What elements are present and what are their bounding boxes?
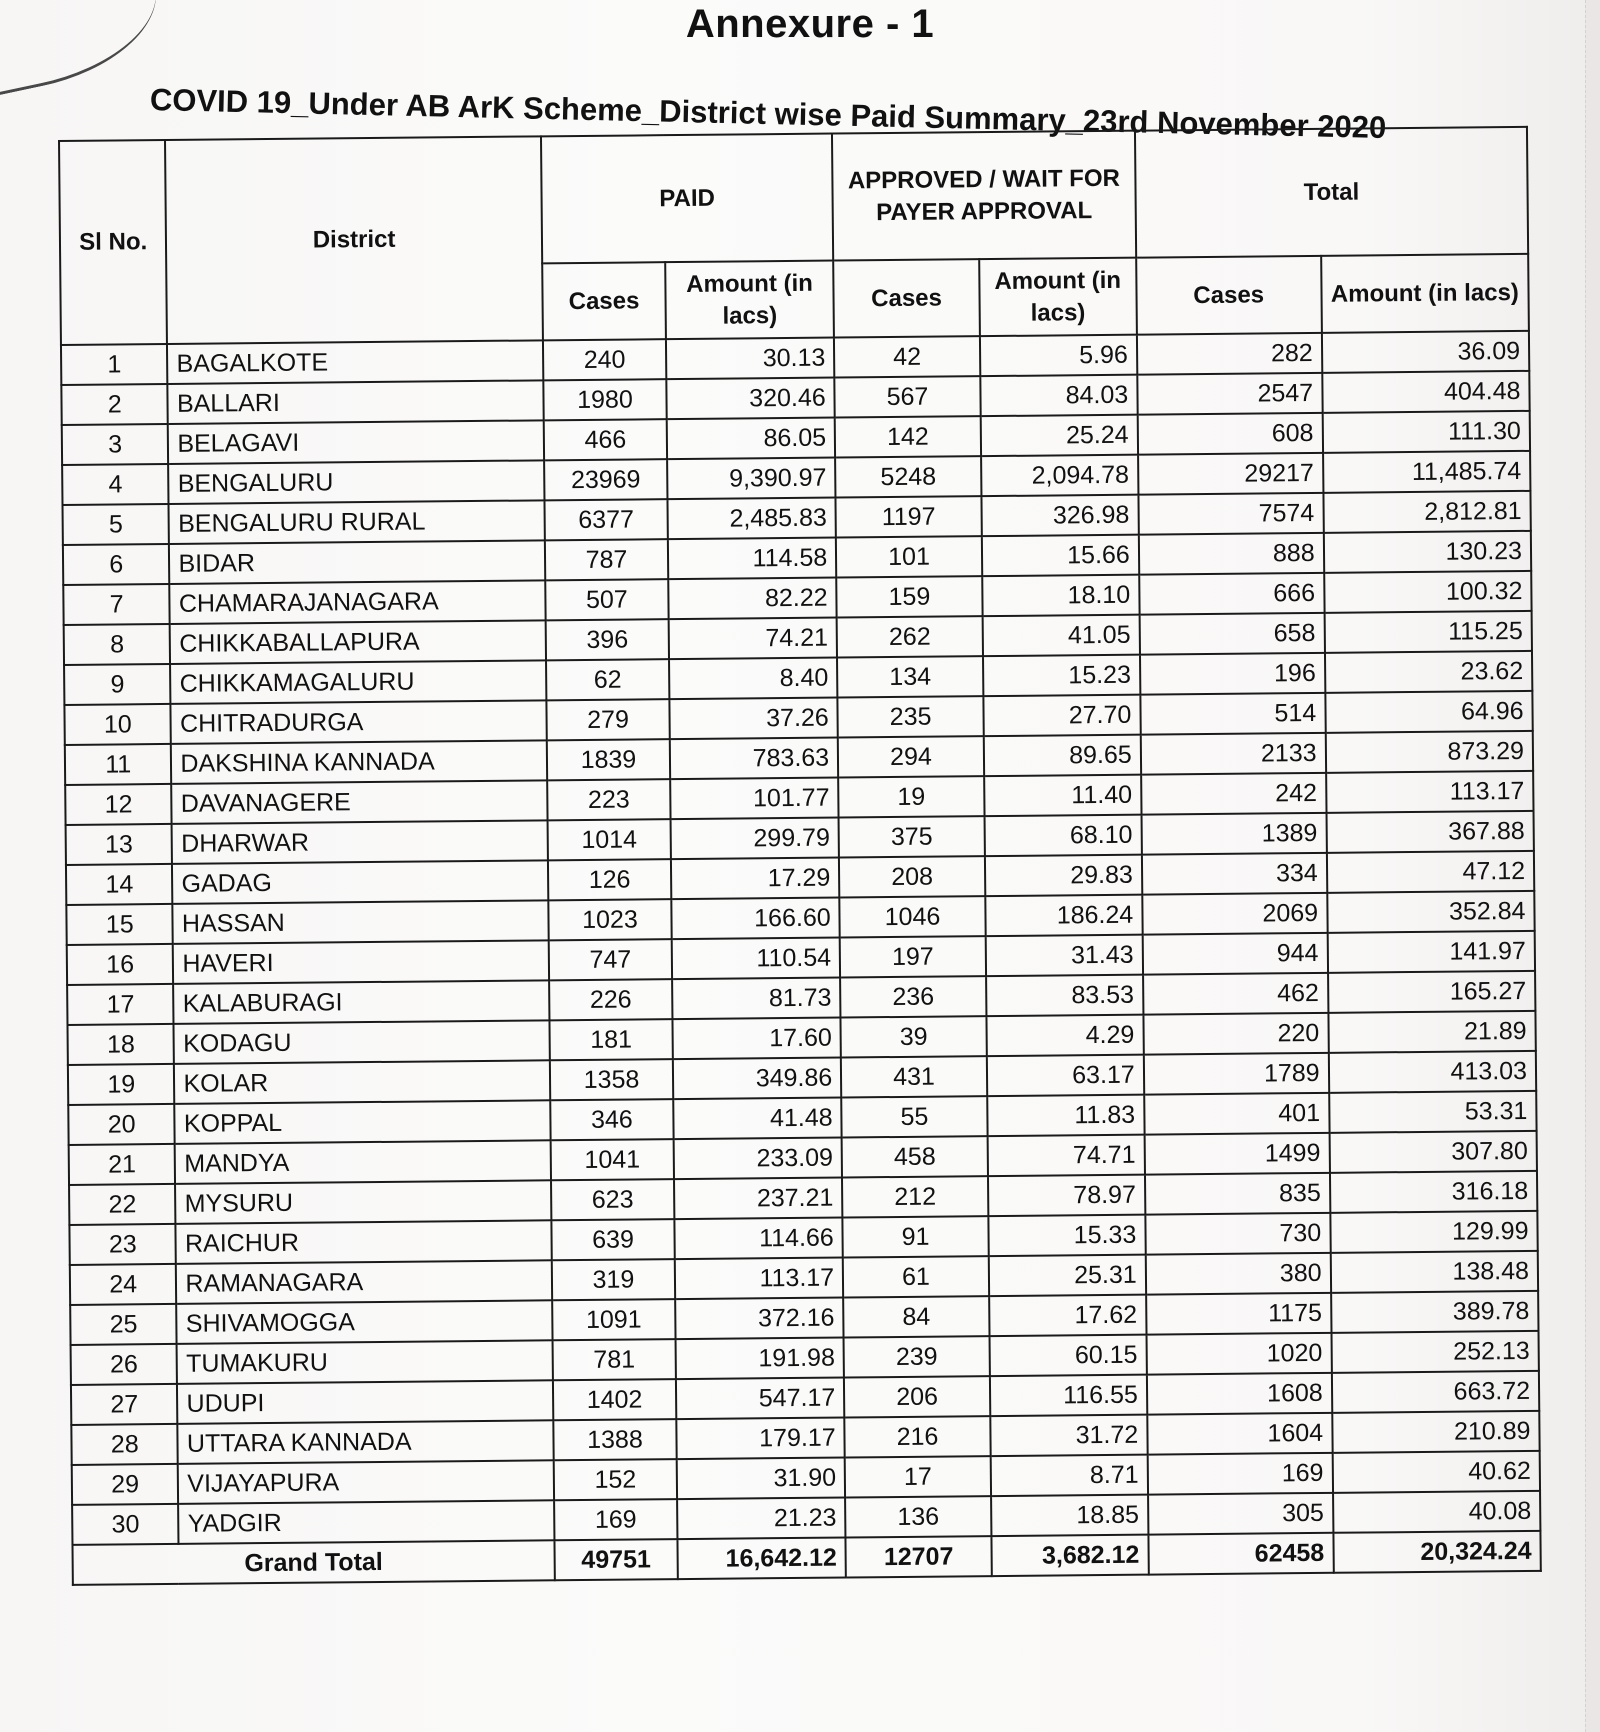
paid-cases-cell: 1839 <box>547 739 671 780</box>
approved-amount-cell: 31.43 <box>986 935 1143 977</box>
paid-amount-cell: 349.86 <box>673 1058 841 1100</box>
paid-cases-cell: 1388 <box>553 1419 677 1460</box>
district-cell: SHIVAMOGGA <box>177 1300 553 1344</box>
total-cases-cell: 242 <box>1141 773 1326 815</box>
district-cell: KALABURAGI <box>174 980 550 1024</box>
total-cases-cell: 1499 <box>1144 1133 1329 1175</box>
paid-cases-cell: 623 <box>551 1179 675 1220</box>
total-amount-cell: 165.27 <box>1328 971 1536 1013</box>
total-cases-cell: 658 <box>1139 613 1324 655</box>
grand-total-approved-amount: 3,682.12 <box>991 1535 1148 1577</box>
approved-amount-cell: 15.33 <box>988 1215 1145 1257</box>
total-cases-cell: 1020 <box>1146 1333 1331 1375</box>
total-cases-cell: 1389 <box>1141 813 1326 855</box>
district-cell: YADGIR <box>179 1500 555 1544</box>
paid-amount-cell: 783.63 <box>670 738 838 780</box>
total-cases-cell: 1789 <box>1144 1053 1329 1095</box>
total-amount-cell: 100.32 <box>1324 571 1532 613</box>
sl-no-cell: 5 <box>63 504 170 545</box>
total-amount-cell: 367.88 <box>1326 811 1534 853</box>
approved-cases-cell: 216 <box>844 1416 990 1457</box>
paid-cases-cell: 396 <box>545 619 669 660</box>
total-amount-cell: 47.12 <box>1327 851 1535 893</box>
district-cell: UTTARA KANNADA <box>178 1420 554 1464</box>
total-amount-cell: 316.18 <box>1330 1171 1538 1213</box>
annexure-title: Annexure - 1 <box>685 2 935 46</box>
approved-amount-cell: 68.10 <box>984 815 1141 857</box>
total-cases-cell: 282 <box>1137 333 1322 375</box>
total-amount-cell: 2,812.81 <box>1323 491 1531 533</box>
approved-cases-cell: 19 <box>838 776 984 817</box>
approved-cases-cell: 142 <box>835 416 981 457</box>
paid-amount-cell: 17.60 <box>673 1018 841 1060</box>
total-cases-cell: 730 <box>1145 1213 1330 1255</box>
paid-amount-cell: 299.79 <box>671 818 839 860</box>
district-cell: TUMAKURU <box>177 1340 553 1384</box>
paid-amount-cell: 37.26 <box>669 698 837 740</box>
document-title: COVID 19_Under AB ArK Scheme_District wise Paid Summary_23rd November 2020 <box>149 82 1387 146</box>
sl-no-cell: 26 <box>71 1344 178 1385</box>
sl-no-cell: 10 <box>64 704 171 745</box>
paid-amount-cell: 9,390.97 <box>667 458 835 500</box>
district-cell: BENGALURU RURAL <box>169 500 545 544</box>
district-cell: HASSAN <box>173 900 549 944</box>
sl-no-cell: 7 <box>63 584 170 625</box>
sl-no-cell: 11 <box>65 744 172 785</box>
paid-cases-cell: 240 <box>543 339 667 380</box>
total-amount-cell: 130.23 <box>1323 531 1531 573</box>
district-cell: CHITRADURGA <box>171 700 547 744</box>
district-cell: DAVANAGERE <box>172 780 548 824</box>
sl-no-cell: 9 <box>64 664 171 705</box>
paid-amount-cell: 372.16 <box>675 1298 843 1340</box>
approved-amount-cell: 17.62 <box>989 1295 1146 1337</box>
grand-total-total-cases: 62458 <box>1148 1533 1333 1575</box>
total-amount-cell: 111.30 <box>1322 411 1530 453</box>
total-amount-cell: 352.84 <box>1327 891 1535 933</box>
sl-no-cell: 23 <box>69 1224 176 1265</box>
sl-no-cell: 17 <box>67 984 174 1025</box>
approved-cases-cell: 136 <box>845 1496 991 1537</box>
total-cases-cell: 1175 <box>1146 1293 1331 1335</box>
total-cases-cell: 220 <box>1143 1013 1328 1055</box>
approved-amount-cell: 326.98 <box>981 495 1138 537</box>
district-summary-table <box>58 126 1542 1586</box>
total-cases-cell: 2133 <box>1140 733 1325 775</box>
grand-total-paid-amount: 16,642.12 <box>678 1538 846 1580</box>
district-cell: HAVERI <box>173 940 549 984</box>
sl-no-cell: 14 <box>66 864 173 905</box>
approved-amount-cell: 15.66 <box>982 535 1139 577</box>
approved-amount-cell: 18.10 <box>982 575 1139 617</box>
paid-amount-cell: 114.66 <box>674 1218 842 1260</box>
sl-no-cell: 12 <box>65 784 172 825</box>
approved-cases-cell: 206 <box>844 1376 990 1417</box>
paid-amount-cell: 8.40 <box>669 658 837 700</box>
paid-cases-cell: 346 <box>550 1099 674 1140</box>
header-group-approved: APPROVED / WAIT FOR PAYER APPROVAL <box>832 131 1136 261</box>
total-cases-cell: 169 <box>1147 1453 1332 1495</box>
approved-amount-cell: 63.17 <box>987 1055 1144 1097</box>
approved-cases-cell: 212 <box>842 1176 988 1217</box>
paid-amount-cell: 547.17 <box>676 1378 844 1420</box>
total-amount-cell: 21.89 <box>1328 1011 1536 1053</box>
header-approved-cases: Cases <box>833 259 979 337</box>
total-cases-cell: 462 <box>1143 973 1328 1015</box>
approved-cases-cell: 42 <box>834 336 980 377</box>
total-amount-cell: 40.08 <box>1333 1491 1541 1533</box>
approved-amount-cell: 74.71 <box>987 1135 1144 1177</box>
approved-amount-cell: 11.40 <box>984 775 1141 817</box>
paid-cases-cell: 181 <box>549 1019 673 1060</box>
total-amount-cell: 113.17 <box>1326 771 1534 813</box>
total-cases-cell: 1608 <box>1147 1373 1332 1415</box>
approved-amount-cell: 89.65 <box>984 735 1141 777</box>
paid-amount-cell: 82.22 <box>668 578 836 620</box>
district-cell: BIDAR <box>169 540 545 584</box>
sl-no-cell: 3 <box>62 424 169 465</box>
approved-amount-cell: 116.55 <box>990 1375 1147 1417</box>
total-cases-cell: 888 <box>1139 533 1324 575</box>
district-summary-table-container <box>58 126 1542 1586</box>
paid-cases-cell: 1023 <box>548 899 672 940</box>
sl-no-cell: 21 <box>69 1144 176 1185</box>
paid-amount-cell: 41.48 <box>673 1098 841 1140</box>
approved-amount-cell: 27.70 <box>983 695 1140 737</box>
district-cell: CHIKKABALLAPURA <box>170 620 546 664</box>
grand-total-label: Grand Total <box>72 1540 554 1585</box>
total-cases-cell: 608 <box>1137 413 1322 455</box>
sl-no-cell: 15 <box>66 904 173 945</box>
approved-cases-cell: 84 <box>843 1296 989 1337</box>
approved-cases-cell: 1046 <box>839 896 985 937</box>
total-amount-cell: 11,485.74 <box>1323 451 1531 493</box>
grand-total-total-amount: 20,324.24 <box>1333 1531 1541 1573</box>
approved-cases-cell: 101 <box>836 536 982 577</box>
district-cell: BELAGAVI <box>168 420 544 464</box>
approved-amount-cell: 4.29 <box>986 1015 1143 1057</box>
paid-amount-cell: 74.21 <box>669 618 837 660</box>
header-group-total: Total <box>1135 127 1528 258</box>
approved-amount-cell: 31.72 <box>990 1415 1147 1457</box>
total-amount-cell: 389.78 <box>1331 1291 1539 1333</box>
paid-cases-cell: 1402 <box>553 1379 677 1420</box>
district-cell: UDUPI <box>177 1380 553 1424</box>
total-cases-cell: 1604 <box>1147 1413 1332 1455</box>
paid-amount-cell: 110.54 <box>672 938 840 980</box>
header-district: District <box>165 136 542 344</box>
sl-no-cell: 4 <box>62 464 169 505</box>
paid-amount-cell: 237.21 <box>674 1178 842 1220</box>
table-header <box>59 127 1529 345</box>
approved-cases-cell: 61 <box>843 1256 989 1297</box>
paid-cases-cell: 787 <box>545 539 669 580</box>
sl-no-cell: 30 <box>72 1504 179 1545</box>
paid-amount-cell: 21.23 <box>677 1498 845 1540</box>
paid-cases-cell: 169 <box>554 1499 678 1540</box>
approved-amount-cell: 84.03 <box>980 375 1137 417</box>
total-amount-cell: 663.72 <box>1332 1371 1540 1413</box>
sl-no-cell: 8 <box>64 624 171 665</box>
paid-cases-cell: 6377 <box>544 499 668 540</box>
approved-cases-cell: 17 <box>845 1456 991 1497</box>
approved-amount-cell: 2,094.78 <box>981 455 1138 497</box>
sl-no-cell: 24 <box>70 1264 177 1305</box>
paid-amount-cell: 233.09 <box>674 1138 842 1180</box>
paid-amount-cell: 31.90 <box>677 1458 845 1500</box>
district-cell: VIJAYAPURA <box>178 1460 554 1504</box>
approved-cases-cell: 5248 <box>835 456 981 497</box>
district-cell: KOLAR <box>174 1060 550 1104</box>
approved-cases-cell: 375 <box>839 816 985 857</box>
district-cell: MYSURU <box>175 1180 551 1224</box>
paid-amount-cell: 114.58 <box>668 538 836 580</box>
district-cell: MANDYA <box>175 1140 551 1184</box>
total-amount-cell: 64.96 <box>1325 691 1533 733</box>
district-cell: RAICHUR <box>176 1220 552 1264</box>
paid-cases-cell: 1091 <box>552 1299 676 1340</box>
header-sl-no: Sl No. <box>59 140 167 345</box>
paid-amount-cell: 320.46 <box>666 378 834 420</box>
total-cases-cell: 2069 <box>1142 893 1327 935</box>
paid-cases-cell: 319 <box>552 1259 676 1300</box>
paid-cases-cell: 1358 <box>550 1059 674 1100</box>
district-cell: DAKSHINA KANNADA <box>171 740 547 784</box>
total-cases-cell: 835 <box>1145 1173 1330 1215</box>
paid-cases-cell: 223 <box>547 779 671 820</box>
sl-no-cell: 16 <box>67 944 174 985</box>
approved-cases-cell: 567 <box>834 376 980 417</box>
approved-amount-cell: 8.71 <box>991 1455 1148 1497</box>
approved-cases-cell: 159 <box>836 576 982 617</box>
approved-cases-cell: 134 <box>837 656 983 697</box>
total-amount-cell: 210.89 <box>1332 1411 1540 1453</box>
total-cases-cell: 2547 <box>1137 373 1322 415</box>
approved-cases-cell: 197 <box>840 936 986 977</box>
sl-no-cell: 18 <box>67 1024 174 1065</box>
approved-cases-cell: 458 <box>842 1136 988 1177</box>
total-cases-cell: 334 <box>1142 853 1327 895</box>
approved-cases-cell: 39 <box>841 1016 987 1057</box>
total-amount-cell: 138.48 <box>1330 1251 1538 1293</box>
sl-no-cell: 6 <box>63 544 170 585</box>
district-cell: KOPPAL <box>175 1100 551 1144</box>
paid-amount-cell: 2,485.83 <box>668 498 836 540</box>
header-total-cases: Cases <box>1136 256 1322 335</box>
district-cell: BENGALURU <box>169 460 545 504</box>
paid-cases-cell: 152 <box>554 1459 678 1500</box>
district-cell: RAMANAGARA <box>176 1260 552 1304</box>
total-cases-cell: 401 <box>1144 1093 1329 1135</box>
district-cell: BAGALKOTE <box>167 340 543 384</box>
header-group-paid: PAID <box>541 134 834 264</box>
sl-no-cell: 27 <box>71 1384 178 1425</box>
sl-no-cell: 13 <box>66 824 173 865</box>
total-cases-cell: 29217 <box>1138 453 1323 495</box>
header-approved-amount: Amount (in lacs) <box>979 258 1137 337</box>
sl-no-cell: 2 <box>61 384 168 425</box>
total-cases-cell: 7574 <box>1138 493 1323 535</box>
paid-cases-cell: 639 <box>551 1219 675 1260</box>
approved-cases-cell: 294 <box>838 736 984 777</box>
approved-amount-cell: 60.15 <box>989 1335 1146 1377</box>
approved-amount-cell: 78.97 <box>988 1175 1145 1217</box>
approved-amount-cell: 83.53 <box>986 975 1143 1017</box>
header-total-amount: Amount (in lacs) <box>1321 254 1529 333</box>
sl-no-cell: 20 <box>68 1104 175 1145</box>
paid-amount-cell: 101.77 <box>670 778 838 820</box>
paid-amount-cell: 179.17 <box>676 1418 844 1460</box>
sl-no-cell: 1 <box>61 344 168 385</box>
district-cell: DHARWAR <box>172 820 548 864</box>
paid-cases-cell: 62 <box>546 659 670 700</box>
sl-no-cell: 28 <box>71 1424 178 1465</box>
paid-amount-cell: 166.60 <box>671 898 839 940</box>
district-cell: CHAMARAJANAGARA <box>170 580 546 624</box>
paid-amount-cell: 30.13 <box>666 338 834 380</box>
approved-amount-cell: 5.96 <box>980 335 1137 377</box>
approved-cases-cell: 236 <box>840 976 986 1017</box>
total-amount-cell: 404.48 <box>1322 371 1530 413</box>
header-paid-amount: Amount (in lacs) <box>665 261 834 340</box>
paid-amount-cell: 81.73 <box>672 978 840 1020</box>
total-amount-cell: 141.97 <box>1327 931 1535 973</box>
district-cell: BALLARI <box>168 380 544 424</box>
total-amount-cell: 115.25 <box>1324 611 1532 653</box>
paid-cases-cell: 747 <box>549 939 673 980</box>
total-amount-cell: 129.99 <box>1330 1211 1538 1253</box>
approved-cases-cell: 235 <box>838 696 984 737</box>
paid-amount-cell: 191.98 <box>676 1338 844 1380</box>
total-cases-cell: 196 <box>1140 653 1325 695</box>
paid-cases-cell: 1980 <box>543 379 667 420</box>
approved-cases-cell: 431 <box>841 1056 987 1097</box>
paid-cases-cell: 466 <box>544 419 668 460</box>
header-paid-cases: Cases <box>542 262 666 340</box>
paid-cases-cell: 507 <box>545 579 669 620</box>
total-amount-cell: 53.31 <box>1329 1091 1537 1133</box>
paid-cases-cell: 23969 <box>544 459 668 500</box>
sl-no-cell: 25 <box>70 1304 177 1345</box>
total-amount-cell: 413.03 <box>1328 1051 1536 1093</box>
approved-amount-cell: 186.24 <box>985 895 1142 937</box>
table-body <box>61 331 1540 1545</box>
paid-amount-cell: 17.29 <box>671 858 839 900</box>
paid-amount-cell: 86.05 <box>667 418 835 460</box>
paid-cases-cell: 1041 <box>550 1139 674 1180</box>
approved-amount-cell: 15.23 <box>983 655 1140 697</box>
sl-no-cell: 29 <box>72 1464 179 1505</box>
total-amount-cell: 307.80 <box>1329 1131 1537 1173</box>
approved-amount-cell: 11.83 <box>987 1095 1144 1137</box>
approved-amount-cell: 25.31 <box>989 1255 1146 1297</box>
grand-total-paid-cases: 49751 <box>554 1539 678 1580</box>
grand-total-approved-cases: 12707 <box>846 1536 992 1577</box>
total-cases-cell: 380 <box>1145 1253 1330 1295</box>
approved-cases-cell: 91 <box>843 1216 989 1257</box>
total-cases-cell: 514 <box>1140 693 1325 735</box>
paid-cases-cell: 126 <box>548 859 672 900</box>
approved-amount-cell: 25.24 <box>981 415 1138 457</box>
paid-cases-cell: 226 <box>549 979 673 1020</box>
page-edge <box>1585 0 1600 1732</box>
paid-cases-cell: 1014 <box>547 819 671 860</box>
total-amount-cell: 873.29 <box>1325 731 1533 773</box>
approved-amount-cell: 29.83 <box>985 855 1142 897</box>
approved-cases-cell: 1197 <box>836 496 982 537</box>
approved-cases-cell: 208 <box>839 856 985 897</box>
approved-amount-cell: 41.05 <box>982 615 1139 657</box>
approved-cases-cell: 239 <box>844 1336 990 1377</box>
total-cases-cell: 666 <box>1139 573 1324 615</box>
total-amount-cell: 252.13 <box>1331 1331 1539 1373</box>
total-cases-cell: 944 <box>1142 933 1327 975</box>
approved-cases-cell: 262 <box>837 616 983 657</box>
paid-cases-cell: 279 <box>546 699 670 740</box>
district-cell: CHIKKAMAGALURU <box>170 660 546 704</box>
paid-amount-cell: 113.17 <box>675 1258 843 1300</box>
paid-cases-cell: 781 <box>552 1339 676 1380</box>
approved-amount-cell: 18.85 <box>991 1495 1148 1537</box>
total-amount-cell: 36.09 <box>1322 331 1530 373</box>
approved-cases-cell: 55 <box>841 1096 987 1137</box>
district-cell: GADAG <box>172 860 548 904</box>
total-amount-cell: 40.62 <box>1332 1451 1540 1493</box>
total-amount-cell: 23.62 <box>1325 651 1533 693</box>
district-cell: KODAGU <box>174 1020 550 1064</box>
sl-no-cell: 19 <box>68 1064 175 1105</box>
total-cases-cell: 305 <box>1148 1493 1333 1535</box>
sl-no-cell: 22 <box>69 1184 176 1225</box>
